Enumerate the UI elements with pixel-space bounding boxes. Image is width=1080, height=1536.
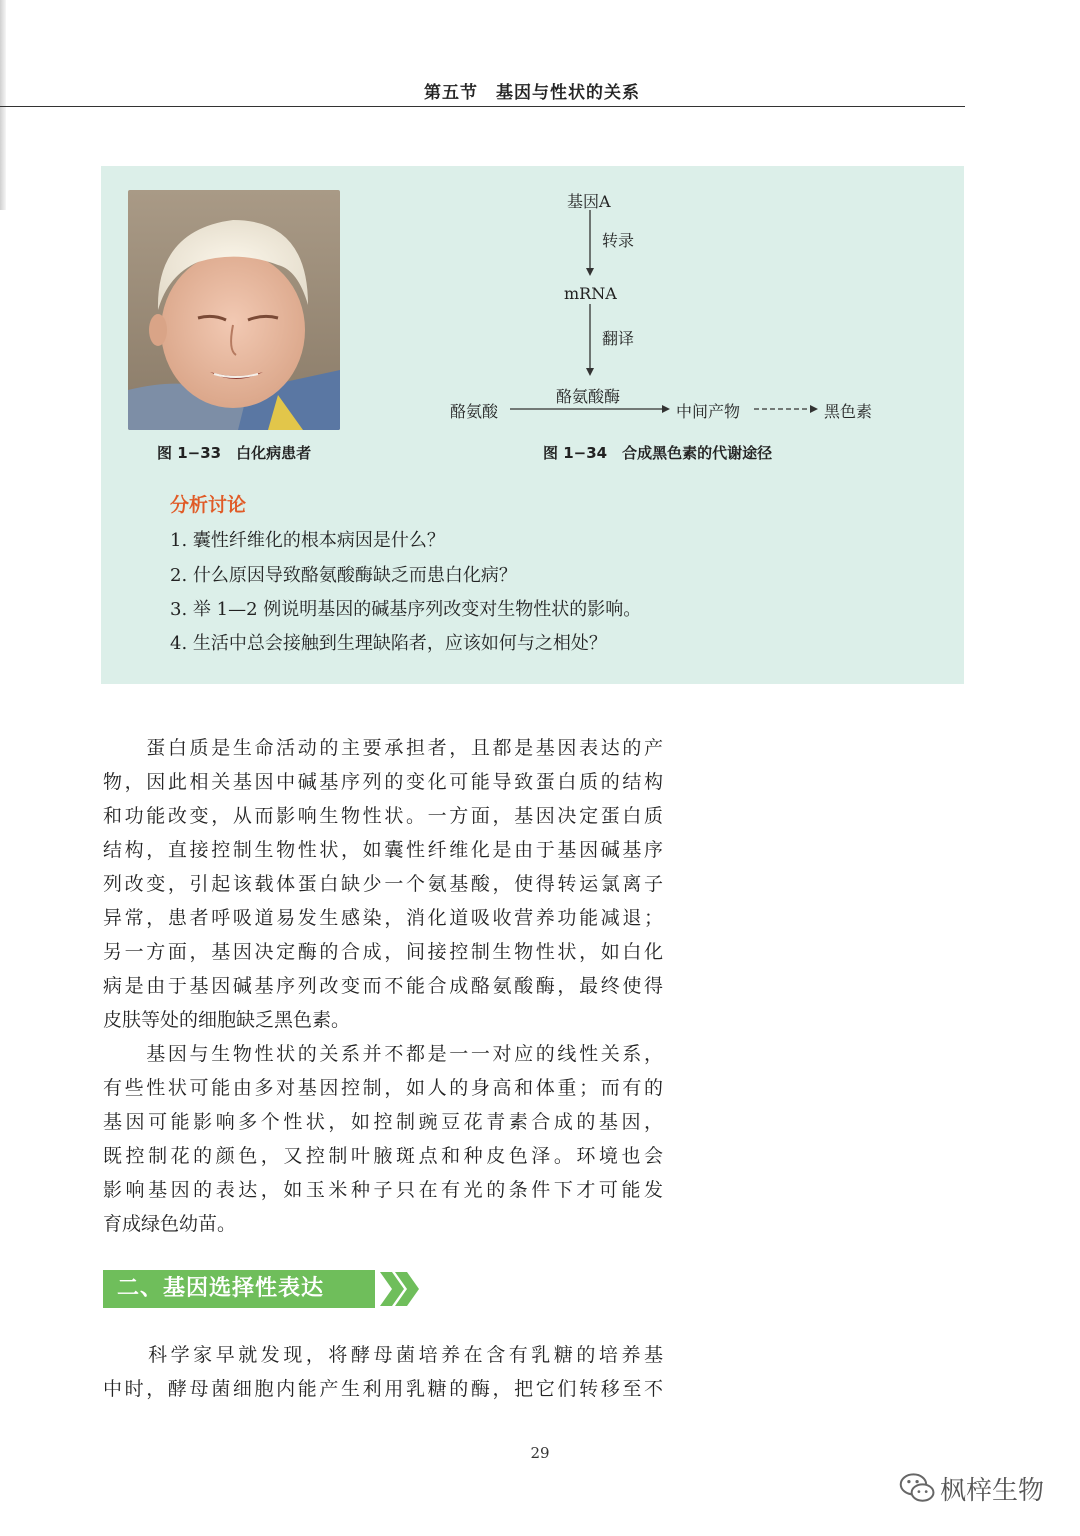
text-line: 物，因此相关基因中碱基序列的变化可能导致蛋白质的结构 [103,771,663,793]
discussion-question: 1. 囊性纤维化的根本病因是什么？ [170,530,445,551]
albinism-photo [128,190,340,430]
section-heading: 二、基因选择性表达 [103,1270,375,1308]
mrna-label: mRNA [564,284,617,303]
transcription-label: 转录 [602,231,635,250]
pathway-diagram [440,180,910,430]
body-paragraph-3 [103,1338,663,1406]
discussion-question: 2. 什么原因导致酪氨酸酶缺乏而患白化病？ [170,565,517,586]
text-line: 基因可能影响多个性状，如控制豌豆花青素合成的基因， [103,1111,663,1133]
text-line: 另一方面，基因决定酶的合成，间接控制生物性状，如白化 [103,941,663,963]
intermediate-label: 中间产物 [676,402,741,421]
product-label: 黑色素 [824,402,873,421]
text-line: 育成绿色幼苗。 [103,1213,237,1235]
text-line: 基因与生物性状的关系并不都是一一对应的线性关系， [103,1043,663,1065]
body-paragraph-2 [103,1037,663,1241]
running-head: 第五节 基因与性状的关系 [424,83,640,103]
translation-label: 翻译 [602,329,635,348]
discussion-question: 4. 生活中总会接触到生理缺陷者，应该如何与之相处？ [170,633,607,654]
page-edge-shadow [0,0,6,210]
enzyme-label: 酪氨酸酶 [556,387,621,406]
text-line: 蛋白质是生命活动的主要承担者，且都是基因表达的产 [103,737,663,759]
wechat-icon [898,1468,938,1508]
figure-33-caption: 图 1−33 白化病患者 [157,444,312,462]
discussion-title: 分析讨论 [170,494,247,516]
text-line: 科学家早就发现，将酵母菌培养在含有乳糖的培养基 [103,1344,663,1366]
watermark-text: 枫梓生物 [940,1476,1045,1506]
discussion-question: 3. 举 1—2 例说明基因的碱基序列改变对生物性状的影响。 [170,599,642,620]
text-line: 病是由于基因碱基序列改变而不能合成酪氨酸酶，最终使得 [103,975,663,997]
text-line: 既控制花的颜色，又控制叶腋斑点和种皮色泽。环境也会 [103,1145,663,1167]
text-line: 列改变，引起该载体蛋白缺少一个氨基酸，使得转运氯离子 [103,873,663,895]
gene-a-label: 基因A [567,192,611,211]
text-line: 中时，酵母菌细胞内能产生利用乳糖的酶，把它们转移至不 [103,1378,663,1400]
substrate-label: 酪氨酸 [450,402,499,421]
text-line: 结构，直接控制生物性状，如囊性纤维化是由于基因碱基序 [103,839,663,861]
text-line: 影响基因的表达，如玉米种子只在有光的条件下才可能发 [103,1179,663,1201]
text-line: 异常，患者呼吸道易发生感染，消化道吸收营养功能减退； [103,907,663,929]
header-rule [0,106,965,107]
page-number: 29 [530,1444,550,1462]
text-line: 和功能改变，从而影响生物性状。一方面，基因决定蛋白质 [103,805,663,827]
body-paragraph-1 [103,731,663,1037]
figure-34-caption: 图 1−34 合成黑色素的代谢途径 [543,444,773,462]
text-line: 皮肤等处的细胞缺乏黑色素。 [103,1009,351,1031]
chevron-double-icon [378,1268,420,1310]
text-line: 有些性状可能由多对基因控制，如人的身高和体重；而有的 [103,1077,663,1099]
